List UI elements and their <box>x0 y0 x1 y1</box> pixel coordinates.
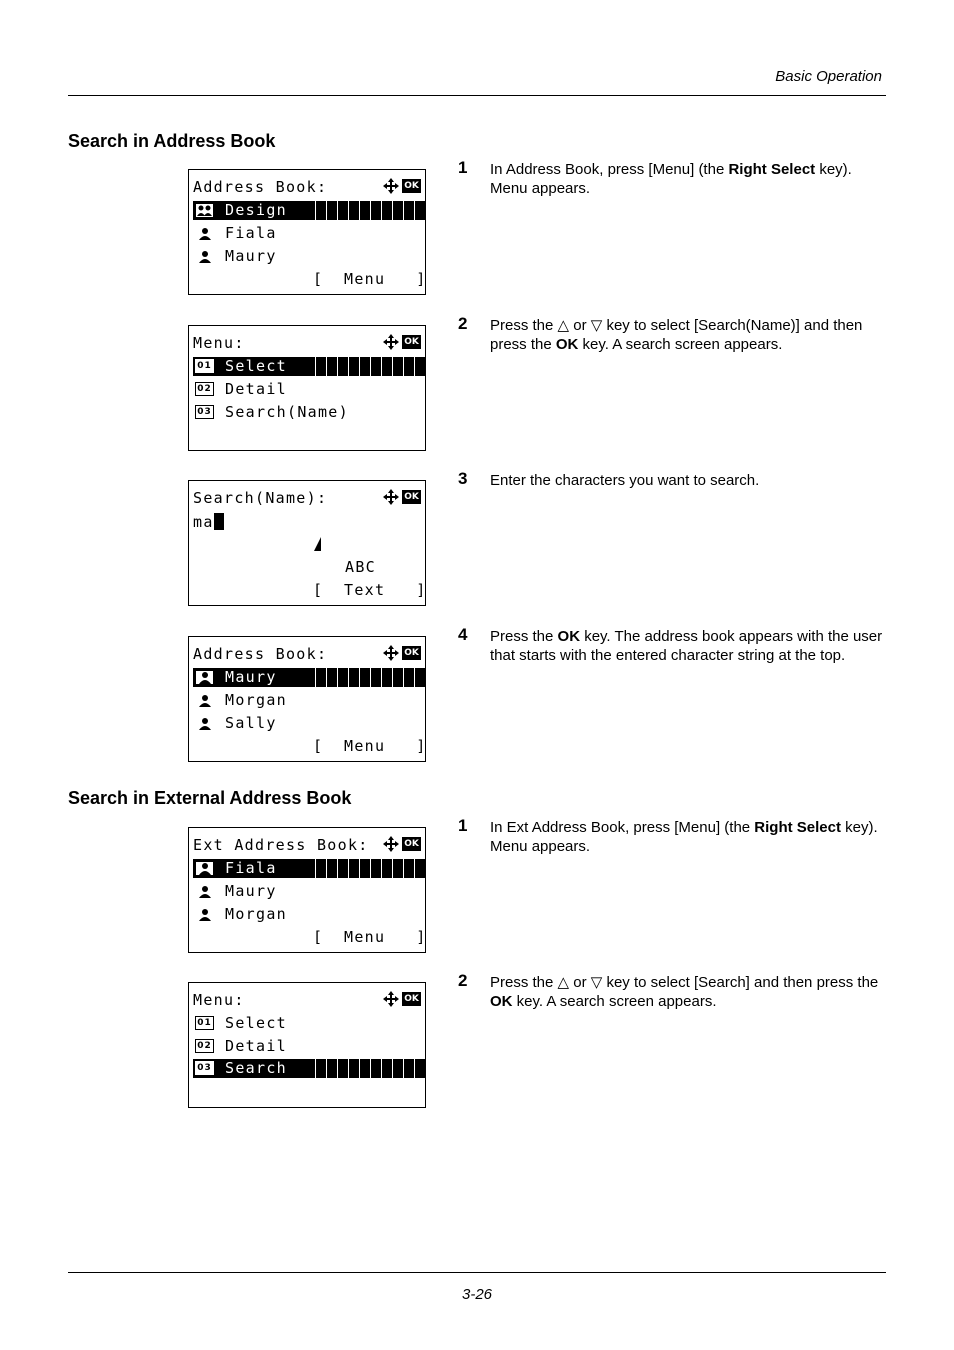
number-02-icon: 02 <box>195 382 214 396</box>
step-number: 2 <box>458 314 468 333</box>
lcd-title: Menu: <box>193 334 245 352</box>
step-text-part: In Address Book, press [Menu] (the <box>490 161 729 178</box>
section-title-external-address-book: Search in External Address Book <box>68 788 352 808</box>
menu-item-label: Detail <box>225 380 287 398</box>
four-way-arrow-icon <box>383 178 399 194</box>
step-text <box>490 627 888 665</box>
step-text-bold: Right Select <box>754 819 841 836</box>
list-item[interactable] <box>193 882 425 901</box>
step-number: 4 <box>458 625 468 644</box>
step-text <box>490 973 888 1011</box>
number-03-icon: 03 <box>195 405 214 419</box>
list-item-label: Fiala <box>225 859 277 877</box>
group-icon <box>196 204 213 217</box>
running-header: Basic Operation <box>775 68 882 85</box>
ok-key-icon: OK <box>402 992 421 1006</box>
list-item[interactable] <box>193 224 425 243</box>
menu-item-label: Detail <box>225 1037 287 1055</box>
number-02-icon: 02 <box>195 1039 214 1053</box>
step-text-part: Press the △ or ▽ key to select [Search] and then press the <box>490 974 879 991</box>
lcd-title: Ext Address Book: <box>193 836 369 854</box>
ok-key-icon: OK <box>402 490 421 504</box>
menu-item-search-name[interactable] <box>193 403 425 422</box>
menu-item-label: Search <box>225 1059 287 1077</box>
list-item[interactable] <box>193 201 425 220</box>
four-way-arrow-icon <box>383 645 399 661</box>
lcd-title: Address Book: <box>193 645 328 663</box>
selection-fill <box>305 201 425 220</box>
step-text-bold: Right Select <box>728 161 816 178</box>
menu-item-search[interactable] <box>193 1059 425 1078</box>
list-item-label: Morgan <box>225 905 287 923</box>
step-text-part: key. A search screen appears. <box>512 993 717 1010</box>
step-text-bold: OK <box>557 628 581 645</box>
input-mode-label: ABC <box>345 558 376 576</box>
person-icon <box>196 671 213 684</box>
header-rule <box>68 95 886 96</box>
selection-fill <box>305 859 425 878</box>
step-text <box>490 316 888 354</box>
menu-item-label: Search(Name) <box>225 403 349 421</box>
person-icon <box>196 885 213 898</box>
lcd-screen-ext-menu <box>188 982 426 1108</box>
person-icon <box>196 717 213 730</box>
menu-item-label: Select <box>225 357 287 375</box>
list-item-label: Maury <box>225 247 277 265</box>
step-text-part: Enter the characters you want to search. <box>490 472 760 489</box>
ok-key-icon: OK <box>402 335 421 349</box>
search-entry-field[interactable] <box>193 511 224 533</box>
four-way-arrow-icon <box>383 334 399 350</box>
step-number: 2 <box>458 971 468 990</box>
search-entry-text: ma <box>193 513 214 531</box>
lcd-screen-address-book-result <box>188 636 426 762</box>
person-icon <box>196 908 213 921</box>
list-item[interactable] <box>193 714 425 733</box>
lcd-title: Address Book: <box>193 178 328 196</box>
four-way-arrow-icon <box>383 489 399 505</box>
list-item[interactable] <box>193 247 425 266</box>
section-title-address-book: Search in Address Book <box>68 131 276 151</box>
lcd-title: Search(Name): <box>193 489 328 507</box>
step-text <box>490 471 888 490</box>
step-text-part: key. A search screen appears. <box>578 336 783 353</box>
list-item-label: Maury <box>225 668 277 686</box>
list-item-label: Sally <box>225 714 277 732</box>
person-icon <box>196 694 213 707</box>
step-text-part: Press the △ or ▽ key to select [Search(Name)] and then press the <box>490 317 863 353</box>
lcd-title: Menu: <box>193 991 245 1009</box>
selection-fill <box>305 1059 425 1078</box>
lcd-screen-ext-address-book <box>188 827 426 953</box>
number-01-icon: 01 <box>195 1016 214 1030</box>
list-item[interactable] <box>193 668 425 687</box>
list-item[interactable] <box>193 859 425 878</box>
person-icon <box>196 862 213 875</box>
page-number: 3-26 <box>461 1286 493 1303</box>
list-item[interactable] <box>193 905 425 924</box>
cursor-pointer-icon <box>313 537 323 551</box>
menu-item-label: Select <box>225 1014 287 1032</box>
list-item[interactable] <box>193 691 425 710</box>
menu-item-detail[interactable] <box>193 380 425 399</box>
step-text <box>490 160 888 198</box>
selection-fill <box>305 357 425 376</box>
softkey-menu[interactable]: [ Menu ] <box>313 928 427 946</box>
menu-item-select[interactable] <box>193 357 425 376</box>
selection-fill <box>305 668 425 687</box>
step-number: 1 <box>458 158 468 177</box>
step-text-part: key). Menu appears. <box>490 819 878 855</box>
four-way-arrow-icon <box>383 991 399 1007</box>
step-number: 1 <box>458 816 468 835</box>
list-item-label: Design <box>225 201 287 219</box>
four-way-arrow-icon <box>383 836 399 852</box>
lcd-screen-search-name <box>188 480 426 606</box>
step-number: 3 <box>458 469 468 488</box>
number-01-icon: 01 <box>195 359 214 373</box>
footer-rule <box>68 1272 886 1273</box>
number-03-icon: 03 <box>195 1061 214 1075</box>
text-cursor-icon <box>214 513 224 530</box>
lcd-screen-address-book <box>188 169 426 295</box>
list-item-label: Fiala <box>225 224 277 242</box>
step-text-part: key. The address book appears with the user that starts with the entered character string at the top. <box>490 628 883 664</box>
step-text-bold: OK <box>490 993 513 1010</box>
list-item-label: Maury <box>225 882 277 900</box>
softkey-text[interactable]: [ Text ] <box>313 581 427 599</box>
list-item-label: Morgan <box>225 691 287 709</box>
menu-item-select[interactable] <box>193 1014 425 1033</box>
softkey-menu[interactable]: [ Menu ] <box>313 737 427 755</box>
ok-key-icon: OK <box>402 646 421 660</box>
softkey-menu[interactable]: [ Menu ] <box>313 270 427 288</box>
step-text <box>490 818 888 856</box>
ok-key-icon: OK <box>402 179 421 193</box>
step-text-bold: OK <box>555 336 579 353</box>
person-icon <box>196 250 213 263</box>
step-text-part: key). Menu appears. <box>490 161 852 197</box>
step-text-part: Press the <box>490 628 558 645</box>
menu-item-detail[interactable] <box>193 1037 425 1056</box>
step-text-part: In Ext Address Book, press [Menu] (the <box>490 819 755 836</box>
ok-key-icon: OK <box>402 837 421 851</box>
person-icon <box>196 227 213 240</box>
lcd-screen-menu <box>188 325 426 451</box>
